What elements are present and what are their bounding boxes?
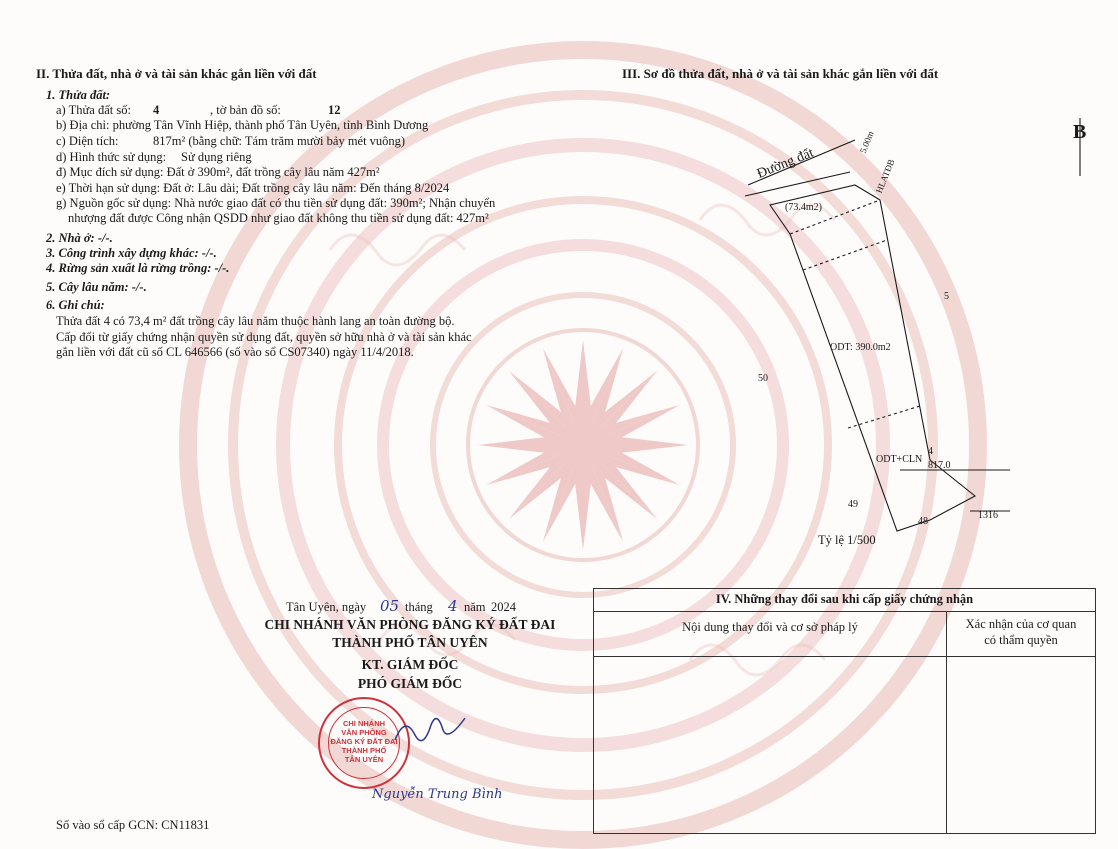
other-works-line: 3. Công trình xây dựng khác: -/-. bbox=[46, 246, 217, 260]
issue-year-label: năm bbox=[464, 600, 486, 614]
parcel-area-plan: 817.0 bbox=[928, 460, 951, 471]
changes-table bbox=[593, 588, 1096, 834]
signer-name: Nguyễn Trung Bình bbox=[372, 787, 503, 802]
corridor-label: HLATĐB bbox=[873, 157, 897, 195]
area-value: 817m² (bằng chữ: Tám trăm mười bảy mét vuông) bbox=[153, 134, 406, 148]
parcel-number: 4 bbox=[153, 103, 160, 117]
neighbor-parcel-48: 48 bbox=[918, 516, 928, 527]
note-line-3: gắn liền với đất cũ số CL 646566 (số vào sổ CS07340) ngày 11/4/2018. bbox=[56, 345, 414, 359]
changes-column-content: Nội dung thay đổi và cơ sở pháp lý bbox=[682, 620, 858, 634]
issue-day: 05 bbox=[380, 597, 400, 615]
map-sheet-number: 12 bbox=[328, 103, 341, 117]
parcel-number-label: a) Thửa đất số: bbox=[56, 103, 131, 117]
origin-line-2: nhượng đất được Công nhận QSDD như giao đất không thu tiền sử dụng đất: 427m² bbox=[68, 211, 489, 225]
office-name-line-1: CHI NHÁNH VĂN PHÒNG ĐĂNG KÝ ĐẤT ĐAI bbox=[264, 617, 556, 632]
seal-line-1: CHI NHÁNH bbox=[342, 719, 386, 728]
office-name-line-2: THÀNH PHỐ TÂN UYÊN bbox=[332, 635, 488, 650]
parcel-heading: 1. Thửa đất: bbox=[46, 88, 111, 102]
usage-purpose: đ) Mục đích sử dụng: Đất ở 390m², đất trồng cây lâu năm 427m² bbox=[56, 165, 380, 179]
neighbor-parcel-49: 49 bbox=[848, 499, 858, 510]
north-label: B bbox=[1073, 121, 1087, 143]
usage-term: e) Thời hạn sử dụng: Đất ở: Lâu dài; Đất trồng cây lâu năm: Đến tháng 8/2024 bbox=[56, 181, 450, 195]
forest-line: 4. Rừng sản xuất là rừng trồng: -/-. bbox=[46, 261, 230, 275]
usage-form-value: Sử dụng riêng bbox=[181, 150, 252, 164]
seal-line-4: THÀNH PHỐ bbox=[341, 746, 387, 755]
section-2-title: II. Thửa đất, nhà ở và tài sản khác gắn liền với đất bbox=[36, 66, 317, 81]
perennial-line: 5. Cây lâu năm: -/-. bbox=[46, 280, 147, 294]
section-3-title: III. Sơ đồ thửa đất, nhà ở và tài sản khác gắn liền với đất bbox=[622, 66, 939, 81]
parcel-boundary bbox=[770, 185, 975, 531]
odt-area: ODT: 390.0m2 bbox=[830, 342, 891, 353]
notes-heading: 6. Ghi chú: bbox=[46, 298, 105, 312]
corridor-area: (73.4m2) bbox=[785, 202, 822, 213]
handwritten-signature bbox=[390, 710, 470, 750]
neighbor-parcel-50: 50 bbox=[758, 373, 768, 384]
plan-scale: Tỷ lệ 1/500 bbox=[818, 533, 876, 547]
issue-month-label: tháng bbox=[405, 600, 433, 614]
changes-column-confirmation bbox=[947, 616, 1095, 648]
gcn-registry-number: Số vào sổ cấp GCN: CN11831 bbox=[56, 818, 210, 832]
address-line: b) Địa chỉ: phường Tân Vĩnh Hiệp, thành phố Tân Uyên, tỉnh Bình Dương bbox=[56, 118, 429, 132]
seal-line-3: ĐĂNG KÝ ĐẤT ĐAI bbox=[330, 737, 398, 746]
house-line: 2. Nhà ở: -/-. bbox=[46, 231, 113, 245]
odt-line-upper bbox=[803, 240, 887, 270]
road-label: Đường đất bbox=[755, 145, 816, 182]
neighbor-parcel-1316: 1316 bbox=[978, 510, 998, 521]
note-line-2: Cấp đổi từ giấy chứng nhận quyền sử dụng đất, quyền sở hữu nhà ở và tài sản khác bbox=[56, 330, 472, 344]
neighbor-parcel-5: 5 bbox=[944, 291, 949, 302]
section-4-title: IV. Những thay đổi sau khi cấp giấy chứng nhận bbox=[715, 592, 974, 606]
issue-date-prefix: Tân Uyên, ngày bbox=[286, 600, 367, 614]
seal-line-2: VĂN PHÒNG bbox=[341, 728, 387, 737]
road-width: 5.00m bbox=[857, 129, 876, 155]
parcel-use-code: ODT+CLN bbox=[876, 454, 923, 465]
origin-line-1: g) Nguồn gốc sử dụng: Nhà nước giao đất có thu tiền sử dụng đất: 390m²; Nhận chuyển bbox=[56, 196, 496, 210]
map-sheet-label: , tờ bản đồ số: bbox=[210, 103, 281, 117]
parcel-number-plan: 4 bbox=[928, 446, 933, 457]
signer-role-line-2: PHÓ GIÁM ĐỐC bbox=[357, 676, 463, 691]
confirmation-line-2: có thẩm quyền bbox=[984, 633, 1058, 647]
issue-year: 2024 bbox=[491, 600, 516, 614]
seal-line-5: TÂN UYÊN bbox=[344, 755, 384, 764]
signer-role-line-1: KT. GIÁM ĐỐC bbox=[361, 657, 459, 672]
usage-form-label: d) Hình thức sử dụng: bbox=[56, 150, 167, 164]
confirmation-line-1: Xác nhận của cơ quan bbox=[965, 617, 1077, 631]
issue-month: 4 bbox=[448, 597, 458, 615]
area-label: c) Diện tích: bbox=[56, 134, 119, 148]
note-line-1: Thửa đất 4 có 73,4 m² đất trồng cây lâu năm thuộc hành lang an toàn đường bộ. bbox=[56, 314, 455, 328]
